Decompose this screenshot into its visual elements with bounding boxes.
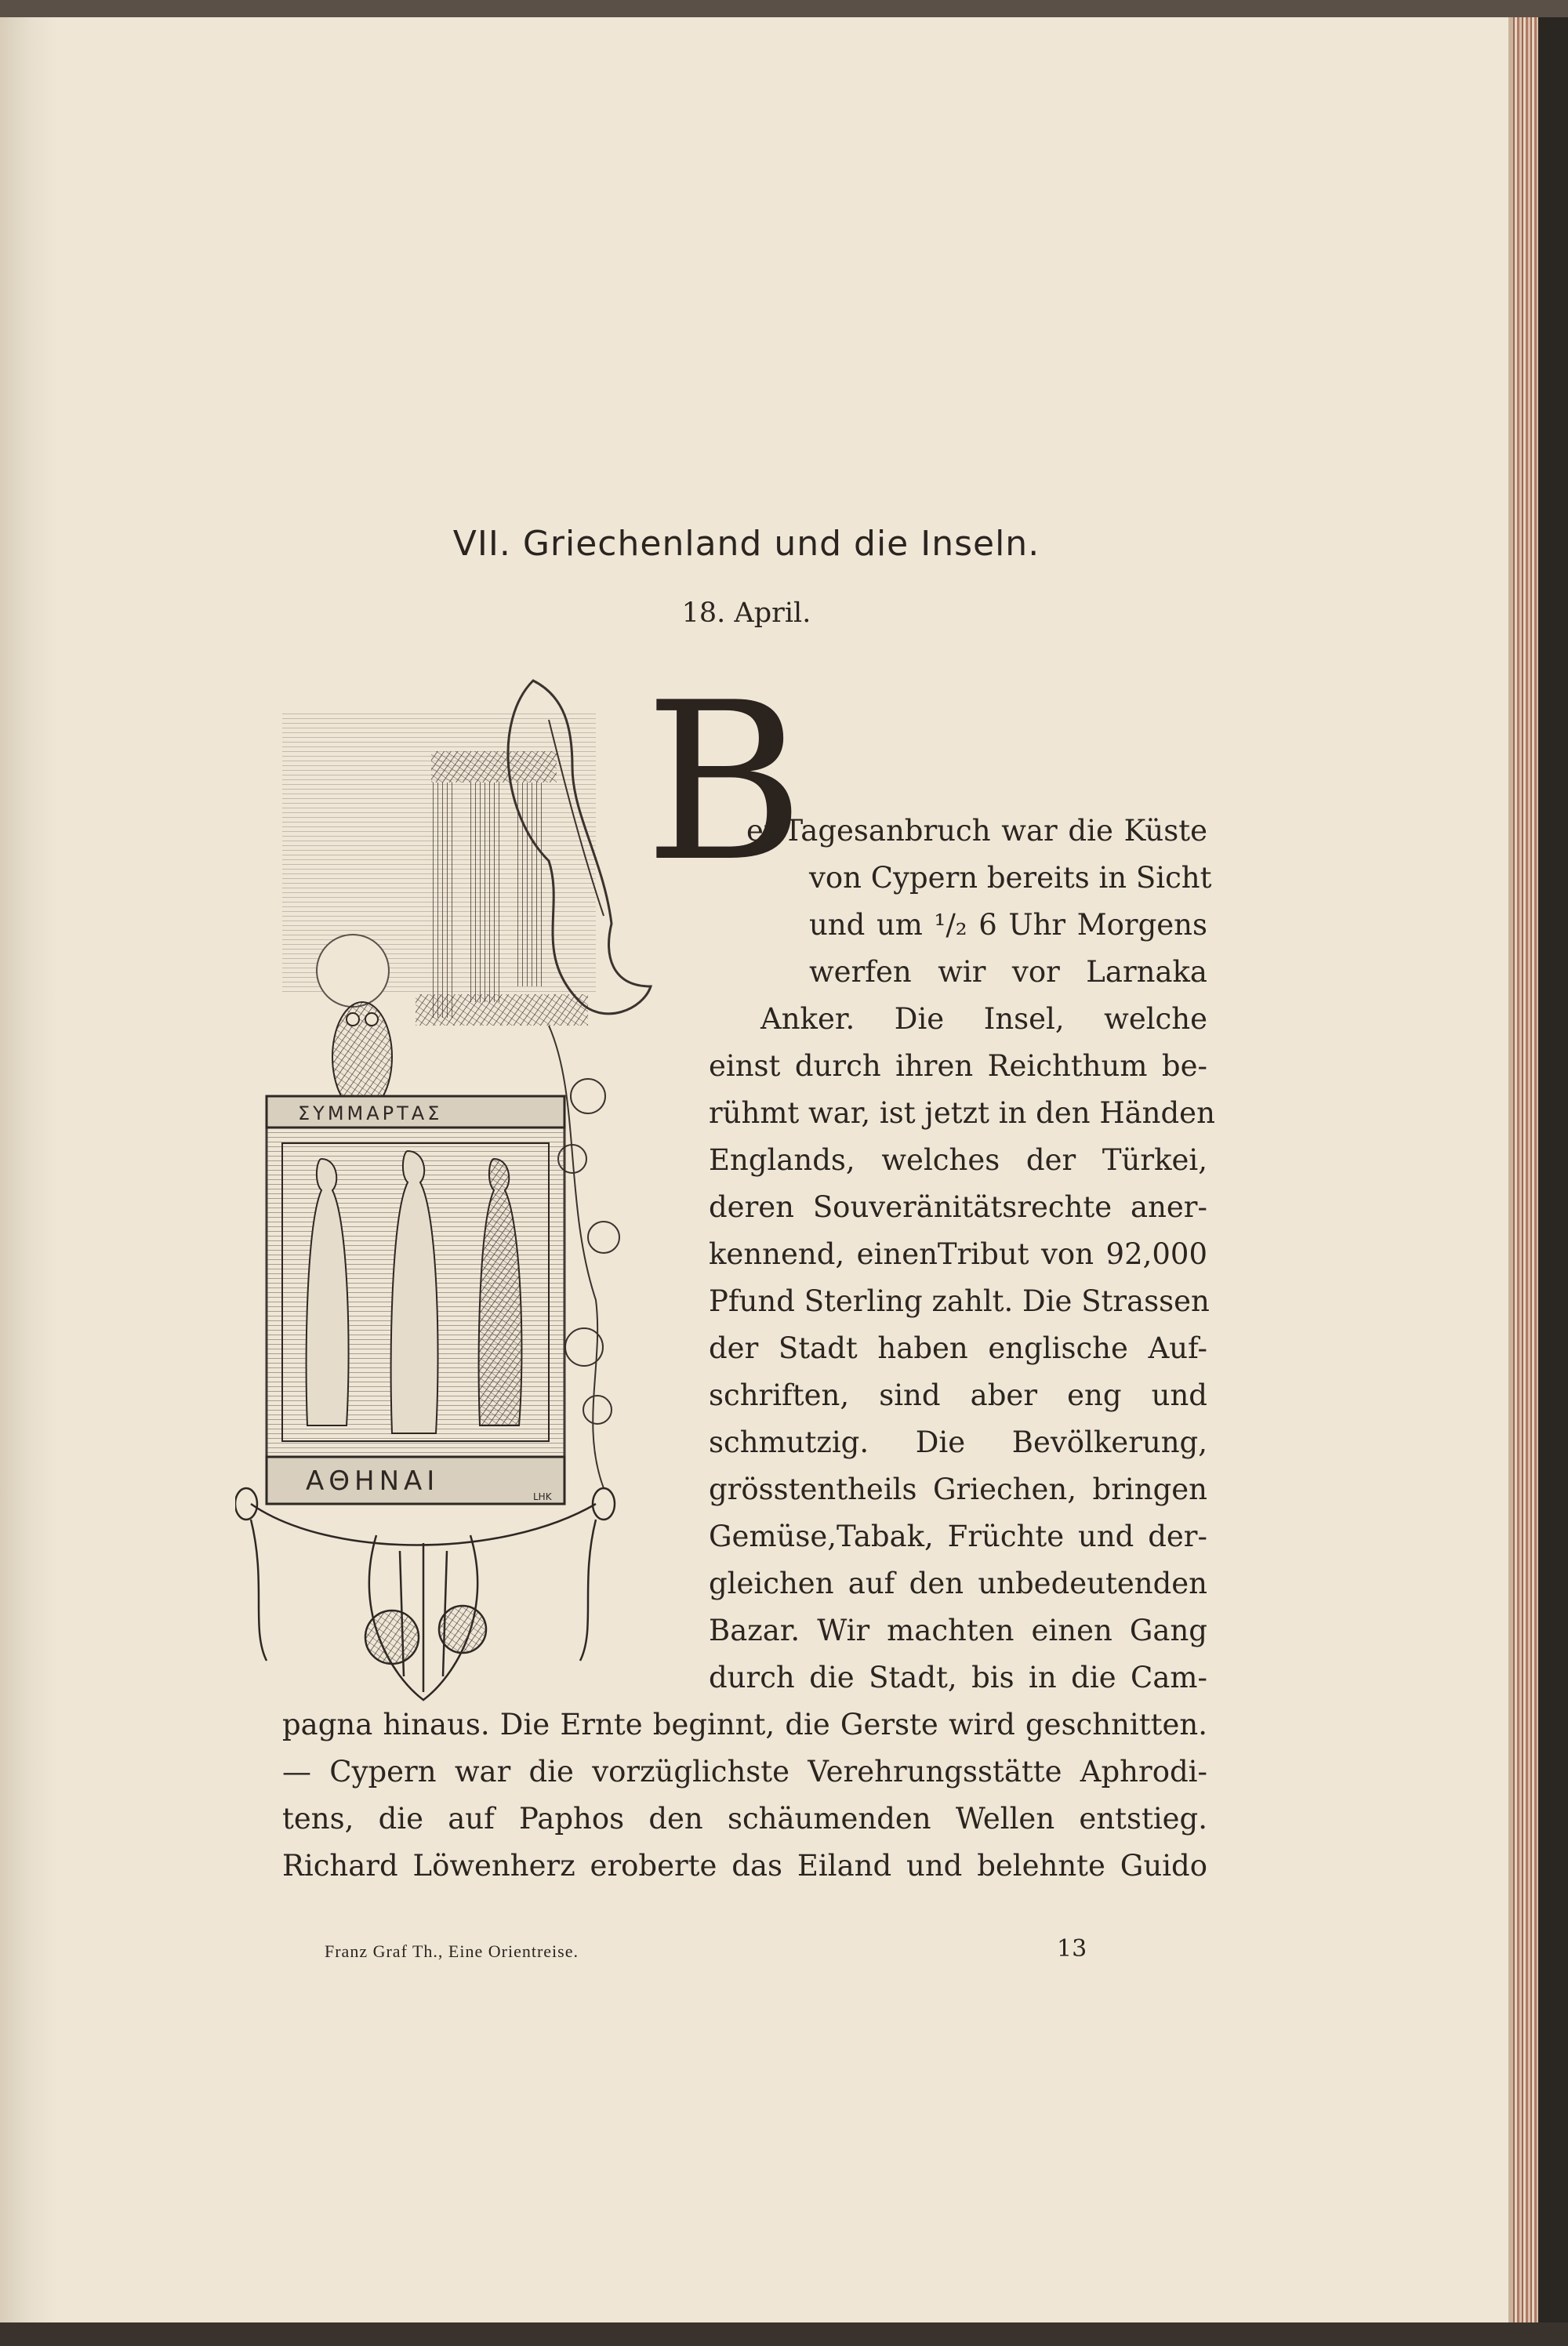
sun-disc bbox=[317, 935, 389, 1007]
top-edge bbox=[0, 0, 1568, 17]
text-line: grösstentheils Griechen, bringen bbox=[709, 1473, 1207, 1506]
relief-panel bbox=[267, 1096, 564, 1504]
text-line: tens, die auf Paphos den schäumenden Wellen entstieg. bbox=[282, 1802, 1207, 1836]
footer-signature: Franz Graf Th., Eine Orientreise. bbox=[325, 1941, 579, 1961]
text-line: ei Tagesanbruch war die Küste bbox=[746, 814, 1207, 848]
page-gutter bbox=[0, 0, 58, 2346]
text-line: der Stadt haben englische Auf- bbox=[709, 1331, 1207, 1365]
inscription-bottom: ΑΘΗΝΑΙ bbox=[306, 1465, 440, 1497]
entry-date: 18. April. bbox=[681, 597, 811, 629]
text-line: kennend, einenTribut von 92,000 bbox=[709, 1237, 1207, 1271]
text-line: Anker. Die Insel, welche bbox=[760, 1002, 1207, 1036]
text-line: werfen wir vor Larnaka bbox=[809, 955, 1207, 989]
text-line: Pfund Sterling zahlt. Die Strassen bbox=[709, 1284, 1210, 1318]
text-line: deren Souveränitätsrechte aner- bbox=[709, 1190, 1207, 1224]
text-line: und um ¹/₂ 6 Uhr Morgens bbox=[809, 908, 1207, 942]
garland-and-lyre bbox=[235, 1488, 615, 1700]
page-number: 13 bbox=[1057, 1935, 1087, 1963]
ornamental-illustration bbox=[235, 657, 674, 1723]
page-edges bbox=[1508, 0, 1538, 2346]
text-line: Richard Löwenherz eroberte das Eiland und belehnte Guido bbox=[282, 1849, 1207, 1883]
text-line: Bazar. Wir machten einen Gang bbox=[709, 1614, 1207, 1647]
text-line: einst durch ihren Reichthum be- bbox=[709, 1049, 1207, 1083]
text-line: — Cypern war die vorzüglichste Verehrungsstätte Aphrodi- bbox=[282, 1755, 1207, 1789]
text-line: Englands, welches der Türkei, bbox=[709, 1143, 1207, 1177]
text-line: von Cypern bereits in Sicht bbox=[809, 861, 1212, 895]
inscription-top: ΣΥΜΜΑΡΤΑΣ bbox=[298, 1102, 443, 1124]
chapter-heading: VII. Griechenland und die Inseln. bbox=[452, 524, 1040, 564]
text-line: rühmt war, ist jetzt in den Händen bbox=[709, 1096, 1215, 1130]
text-line: schmutzig. Die Bevölkerung, bbox=[709, 1425, 1207, 1459]
text-line: pagna hinaus. Die Ernte beginnt, die Gerste wird geschnitten. bbox=[282, 1708, 1207, 1741]
text-line: gleichen auf den unbedeutenden bbox=[709, 1567, 1207, 1600]
engraver-signature: LHK bbox=[533, 1491, 552, 1502]
drop-cap: B bbox=[644, 656, 805, 910]
text-line: schriften, sind aber eng und bbox=[709, 1378, 1207, 1412]
text-line: durch die Stadt, bis in die Cam- bbox=[709, 1661, 1207, 1694]
bottom-edge bbox=[0, 2322, 1568, 2346]
text-line: Gemüse,Tabak, Früchte und der- bbox=[709, 1520, 1207, 1553]
